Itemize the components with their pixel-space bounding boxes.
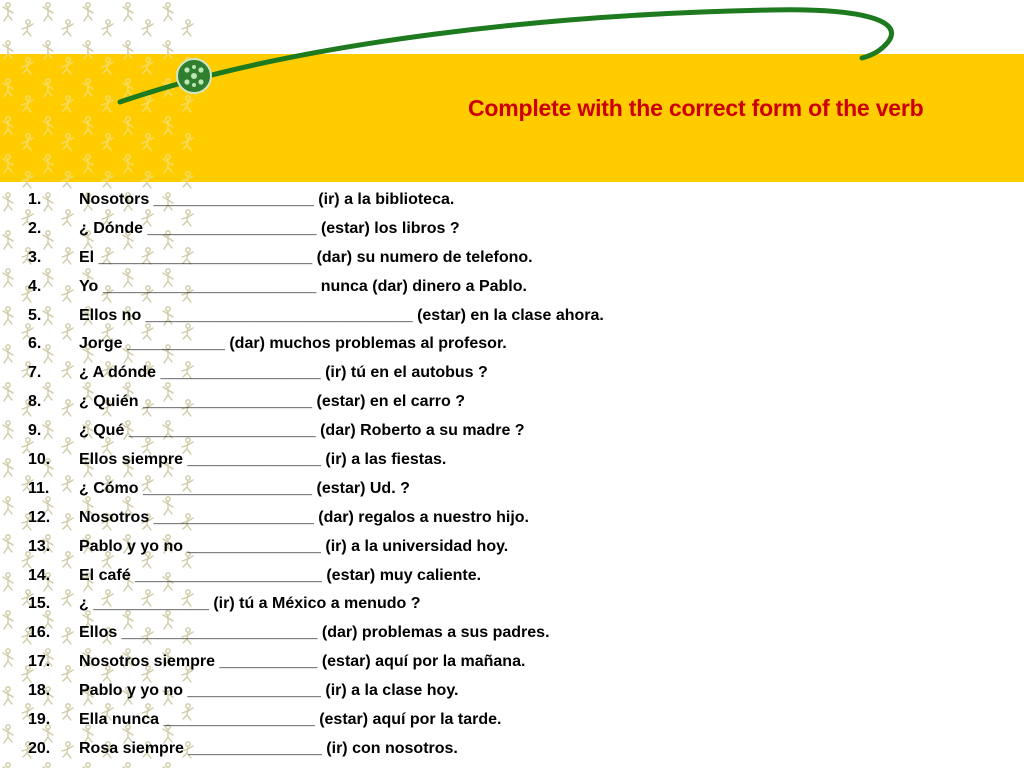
item-number: 6. (28, 335, 42, 353)
item-sentence: Ellos ______________________ (dar) problemas a sus padres. (79, 624, 550, 642)
list-item (0, 244, 1024, 273)
list-item (0, 475, 1024, 504)
item-number: 2. (28, 219, 42, 237)
item-number: 18. (28, 682, 51, 700)
list-item (0, 273, 1024, 302)
banner-pattern-icon (0, 54, 198, 182)
item-sentence: El café _____________________ (estar) muy caliente. (79, 566, 482, 584)
list-item (0, 215, 1024, 244)
item-sentence: ¿ A dónde __________________ (ir) tú en el autobus ? (79, 364, 488, 382)
item-sentence: Yo ________________________ nunca (dar) dinero a Pablo. (79, 277, 527, 295)
list-item (0, 359, 1024, 388)
item-sentence: Nosotros siempre ___________ (estar) aquí por la mañana. (79, 653, 526, 671)
list-item (0, 417, 1024, 446)
exercise-list (0, 186, 1024, 764)
item-number: 15. (28, 595, 51, 613)
item-number: 14. (28, 566, 51, 584)
item-number: 20. (28, 739, 51, 757)
item-sentence: Jorge ___________ (dar) muchos problemas al profesor. (79, 335, 507, 353)
item-number: 10. (28, 451, 51, 469)
item-sentence: Pablo y yo no _______________ (ir) a la clase hoy. (79, 682, 459, 700)
item-number: 19. (28, 711, 51, 729)
item-sentence: ¿ _____________ (ir) tú a México a menudo ? (79, 595, 421, 613)
page-title: Complete with the correct form of the verb (468, 95, 924, 121)
item-number: 7. (28, 364, 42, 382)
item-sentence: Pablo y yo no _______________ (ir) a la universidad hoy. (79, 537, 509, 555)
list-item (0, 677, 1024, 706)
list-item (0, 706, 1024, 735)
item-sentence: Rosa siempre _______________ (ir) con nosotros. (79, 739, 458, 757)
list-item (0, 186, 1024, 215)
list-item (0, 388, 1024, 417)
item-sentence: Nosotors __________________ (ir) a la biblioteca. (79, 191, 455, 208)
item-sentence: ¿ Cómo ___________________ (estar) Ud. ? (79, 479, 410, 497)
item-sentence: Ellos siempre _______________ (ir) a las fiestas. (79, 451, 447, 469)
item-number: 12. (28, 508, 51, 526)
list-item (0, 302, 1024, 331)
item-number: 13. (28, 537, 51, 555)
list-item (0, 562, 1024, 591)
item-number: 3. (28, 248, 42, 266)
item-sentence: ¿ Quién ___________________ (estar) en el carro ? (79, 393, 466, 411)
list-item (0, 330, 1024, 359)
list-item (0, 619, 1024, 648)
list-item (0, 504, 1024, 533)
list-item (0, 590, 1024, 619)
item-sentence: El ________________________ (dar) su numero de telefono. (79, 248, 533, 266)
item-number: 17. (28, 653, 51, 671)
item-sentence: Ellos no ______________________________ (estar) en la clase ahora. (79, 306, 604, 324)
item-sentence: ¿ Dónde ___________________ (estar) los libros ? (79, 219, 460, 237)
item-sentence: Nosotros __________________ (dar) regalos a nuestro hijo. (79, 508, 529, 526)
item-number: 9. (28, 422, 42, 440)
list-item (0, 446, 1024, 475)
item-sentence: ¿ Qué _____________________ (dar) Roberto a su madre ? (79, 422, 525, 440)
list-item (0, 533, 1024, 562)
item-number: 11. (28, 479, 50, 497)
list-item (0, 735, 1024, 764)
item-number: 5. (28, 306, 42, 324)
item-number: 4. (28, 277, 42, 295)
list-item (0, 648, 1024, 677)
item-number: 1. (28, 191, 42, 208)
item-number: 16. (28, 624, 51, 642)
item-number: 8. (28, 393, 42, 411)
item-sentence: Ella nunca _________________ (estar) aquí por la tarde. (79, 711, 502, 729)
